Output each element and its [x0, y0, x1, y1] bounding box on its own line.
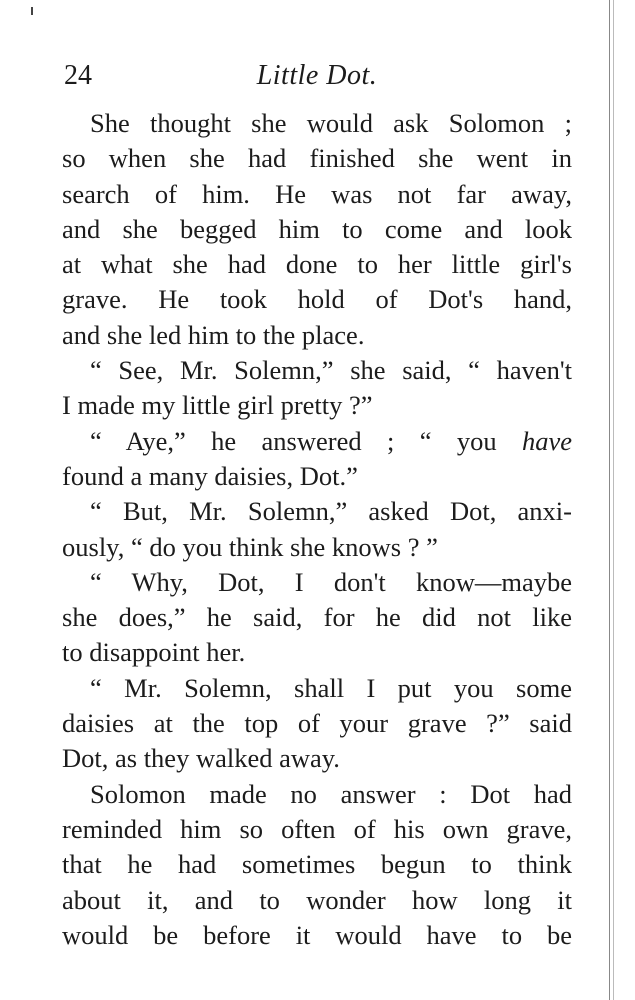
text-line: grave. He took hold of Dot's hand,: [62, 284, 572, 315]
text-line: and she led him to the place.: [62, 319, 365, 350]
text-line: “ Why, Dot, I don't know—maybe: [90, 566, 572, 597]
running-title: Little Dot.: [256, 60, 378, 91]
text-line: She thought she would ask Solomon ;: [90, 108, 572, 138]
text-line: search of him. He was not far away,: [62, 178, 572, 209]
text-line: I made my little girl pretty ?”: [62, 390, 373, 421]
text-line: at what she had done to her little girl's: [62, 249, 572, 280]
text-line: “ But, Mr. Solemn,” asked Dot, anxi-: [90, 496, 572, 527]
page-edge-line: [609, 0, 610, 1000]
text-line: “ Mr. Solemn, shall I put you some: [90, 672, 572, 703]
text-line: Solomon made no answer : Dot had: [90, 778, 572, 809]
emphasized-word: have: [521, 425, 572, 456]
text-line: “ See, Mr. Solemn,” she said, “ haven't: [90, 355, 572, 386]
page-number: 24: [64, 60, 92, 91]
text-line: she does,” he said, for he did not like: [62, 602, 572, 633]
page-header: [62, 58, 572, 94]
text-line: so when she had finished she went in: [62, 143, 572, 174]
text-line: about it, and to wonder how long it: [62, 884, 572, 915]
text-line: reminded him so often of his own grave,: [62, 813, 572, 844]
text-line-with-emphasis: [62, 424, 572, 459]
text-line: would be before it would have to be: [62, 919, 572, 950]
page-edge-line-outer: [613, 0, 614, 1000]
text-line-part: “ Aye,” he answered ; “ you: [90, 425, 522, 456]
text-line: that he had sometimes begun to think: [62, 849, 572, 880]
text-line: and she begged him to come and look: [62, 213, 572, 244]
text-line: daisies at the top of your grave ?” said: [62, 708, 572, 739]
body-text: [62, 106, 572, 953]
text-line: found a many daisies, Dot.”: [62, 460, 358, 491]
text-line: to disappoint her.: [62, 637, 246, 668]
text-line: Dot, as they walked away.: [62, 743, 340, 774]
text-line: ously, “ do you think she knows ? ”: [62, 531, 438, 562]
scan-speck: [31, 7, 33, 15]
